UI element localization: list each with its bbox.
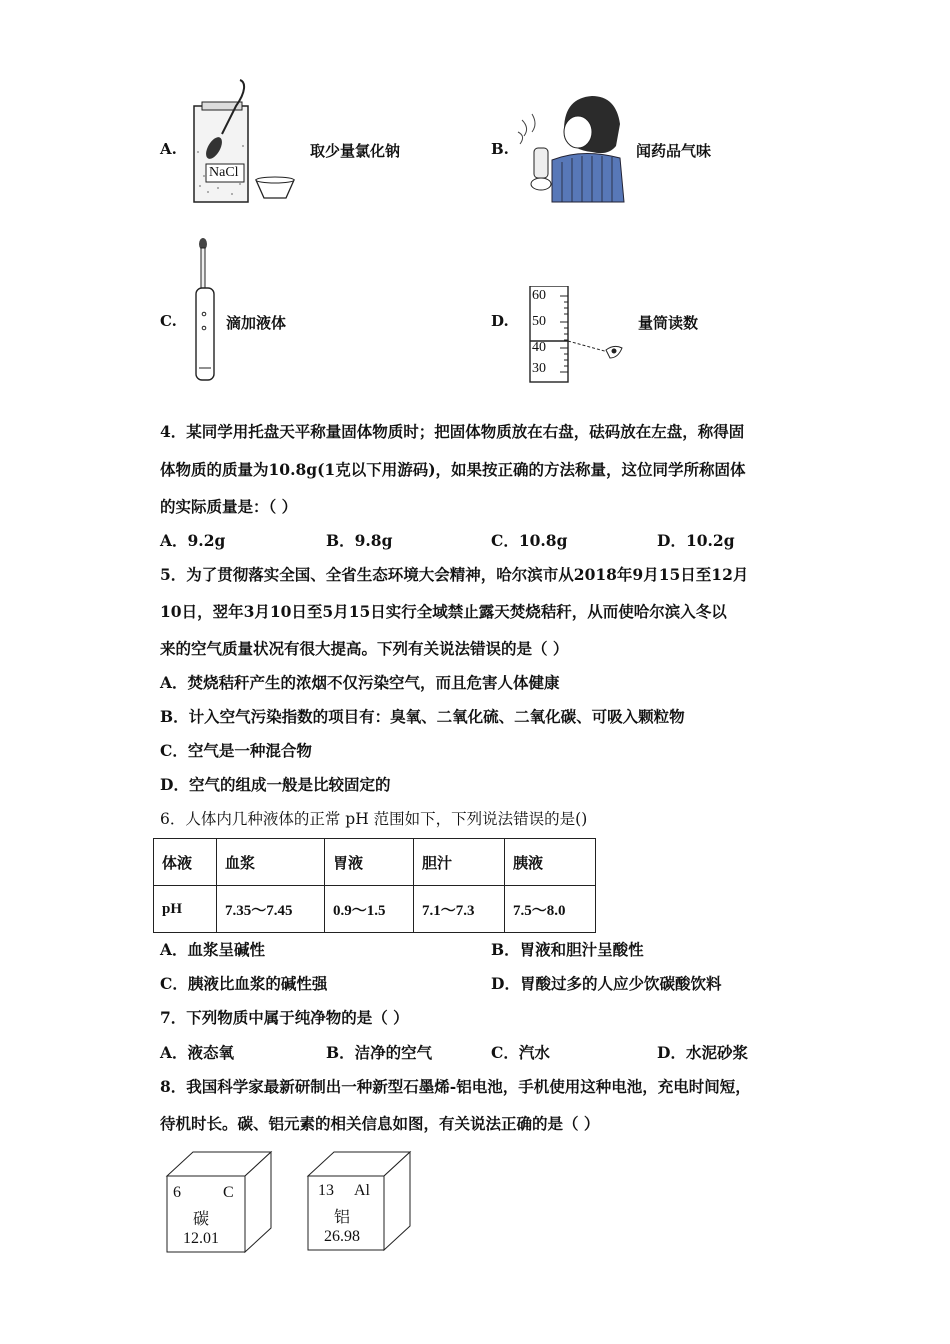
graduated-cylinder-illustration [526, 286, 636, 386]
table-cell: pH [154, 886, 217, 933]
q4-option-c: C．10.8g [491, 531, 568, 550]
scale-label-30: 30 [532, 361, 546, 376]
table-cell: 胆汁 [414, 839, 505, 886]
q8-line-1: 8．我国科学家最新研制出一种新型石墨烯-铝电池，手机使用这种电池，充电时间短， [160, 1077, 751, 1096]
aluminum-name: 铝 [334, 1207, 351, 1226]
table-cell: 体液 [154, 839, 217, 886]
q6-option-a: A．血浆呈碱性 [160, 940, 266, 959]
option-d-letter: D. [491, 312, 509, 330]
option-b-caption: 闻药品气味 [636, 142, 712, 160]
q4-option-d: D．10.2g [657, 531, 735, 550]
dropper-test-tube-illustration [193, 236, 219, 384]
q4-line-3: 的实际质量是：（ ） [160, 497, 298, 516]
option-b-letter: B. [491, 140, 509, 158]
q5-line-3: 来的空气质量状况有很大提高。下列有关说法错误的是（ ） [160, 639, 569, 658]
q4-option-b: B．9.8g [326, 531, 393, 550]
option-d-caption: 量筒读数 [638, 314, 699, 332]
carbon-atomic-number: 6 [173, 1184, 181, 1201]
q5-option-a: A．焚烧秸秆产生的浓烟不仅污染空气，而且危害人体健康 [160, 673, 560, 692]
table-cell: 7.35～7.45 [217, 886, 325, 933]
option-c-caption: 滴加液体 [226, 314, 287, 332]
smelling-chemical-illustration [512, 90, 632, 205]
carbon-symbol: C [223, 1184, 234, 1201]
q5-option-d: D．空气的组成一般是比较固定的 [160, 775, 391, 794]
scale-label-50: 50 [532, 314, 546, 329]
q5-line-1: 5．为了贯彻落实全国、全省生态环境大会精神，哈尔滨市从2018年9月15日至12月 [160, 565, 749, 584]
q6-option-d: D．胃酸过多的人应少饮碳酸饮料 [491, 974, 722, 993]
table-cell: 7.1～7.3 [414, 886, 505, 933]
option-a-caption: 取少量氯化钠 [310, 142, 401, 160]
q7-stem: 7．下列物质中属于纯净物的是（ ） [160, 1008, 409, 1027]
scale-label-40: 40 [532, 340, 546, 355]
q6-stem: 6．人体内几种液体的正常 pH 范围如下，下列说法错误的是() [160, 810, 588, 828]
q4-line-1: 4．某同学用托盘天平称量固体物质时；把固体物质放在右盘，砝码放在左盘，称得固 [160, 422, 745, 441]
q5-option-b: B．计入空气污染指数的项目有：臭氧、二氧化硫、二氧化碳、可吸入颗粒物 [160, 707, 685, 726]
table-cell: 血浆 [217, 839, 325, 886]
q7-option-a: A．液态氧 [160, 1043, 235, 1062]
q6-option-c: C．胰液比血浆的碱性强 [160, 974, 328, 993]
option-a-letter: A. [160, 140, 177, 158]
q4-option-a: A．9.2g [160, 531, 226, 550]
aluminum-element-card [306, 1150, 410, 1254]
q5-option-c: C．空气是一种混合物 [160, 741, 312, 760]
nacl-bottle-illustration [188, 76, 303, 206]
carbon-atomic-mass: 12.01 [183, 1230, 219, 1247]
table-header-row [154, 839, 596, 886]
q5-line-2: 10日，翌年3月10日至5月15日实行全域禁止露天焚烧秸秆，从而使哈尔滨入冬以 [160, 602, 727, 621]
q7-option-b: B．洁净的空气 [326, 1043, 433, 1062]
table-cell: 胃液 [325, 839, 414, 886]
carbon-name: 碳 [193, 1209, 210, 1228]
q7-option-c: C．汽水 [491, 1043, 550, 1062]
q8-line-2: 待机时长。碳、铝元素的相关信息如图，有关说法正确的是（ ） [160, 1114, 600, 1133]
aluminum-atomic-mass: 26.98 [324, 1228, 360, 1245]
ph-range-table [153, 838, 596, 933]
table-cell: 0.9～1.5 [325, 886, 414, 933]
q6-option-b: B．胃液和胆汁呈酸性 [491, 940, 644, 959]
aluminum-atomic-number: 13 [318, 1182, 334, 1199]
scale-label-60: 60 [532, 288, 546, 303]
nacl-label: NaCl [209, 165, 239, 180]
carbon-element-card [165, 1150, 269, 1254]
q7-option-d: D．水泥砂浆 [657, 1043, 748, 1062]
aluminum-symbol: Al [354, 1182, 370, 1199]
option-c-letter: C. [160, 312, 177, 330]
table-row [154, 886, 596, 933]
table-cell: 胰液 [505, 839, 596, 886]
q4-line-2: 体物质的质量为10.8g(1克以下用游码)，如果按正确的方法称量，这位同学所称固体 [160, 460, 746, 479]
table-cell: 7.5～8.0 [505, 886, 596, 933]
